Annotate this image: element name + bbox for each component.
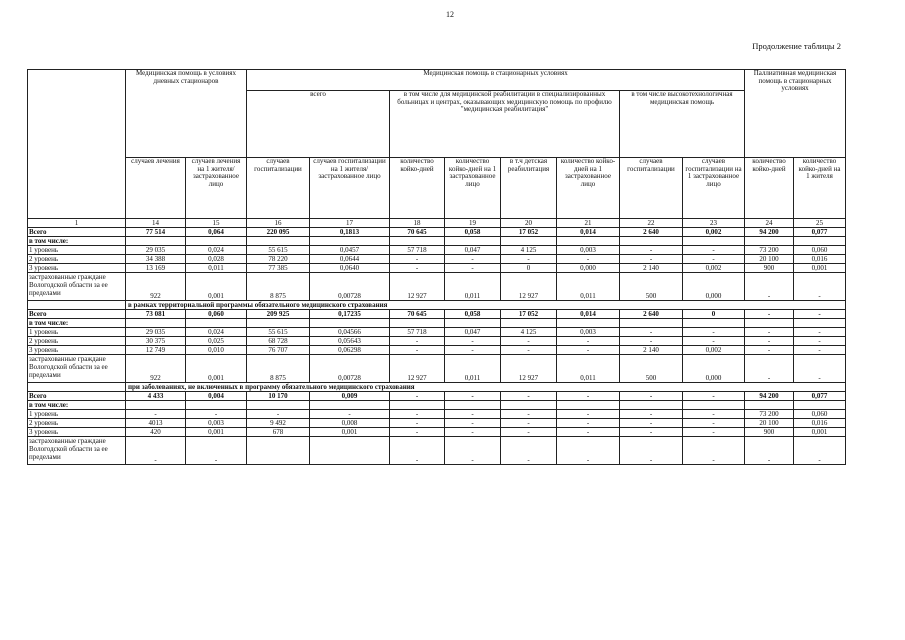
table-cell: - bbox=[745, 328, 794, 337]
table-cell bbox=[247, 437, 310, 465]
table-cell: - bbox=[683, 428, 745, 437]
table-cell: 0,05643 bbox=[310, 337, 390, 346]
table-cell: 29 035 bbox=[126, 246, 186, 255]
table-cell: 0,011 bbox=[557, 273, 620, 301]
table-cell: 900 bbox=[745, 264, 794, 273]
table-cell: - bbox=[501, 437, 557, 465]
table-cell bbox=[310, 437, 390, 465]
stationary-header: Медицинская помощь в стационарных условиях bbox=[247, 70, 745, 91]
table-cell: 0,0640 bbox=[310, 264, 390, 273]
table-cell: - bbox=[794, 346, 846, 355]
table-cell: 73 200 bbox=[745, 410, 794, 419]
table-cell: 8 875 bbox=[247, 355, 310, 383]
table-cell: 4 125 bbox=[501, 328, 557, 337]
table-cell: - bbox=[745, 337, 794, 346]
table-cell: - bbox=[445, 437, 501, 465]
table-cell: 0,058 bbox=[445, 310, 501, 319]
table-cell bbox=[794, 319, 846, 328]
table-cell: 4013 bbox=[126, 419, 186, 428]
table-cell bbox=[390, 237, 445, 246]
table-cell: - bbox=[126, 437, 186, 465]
table-cell: - bbox=[390, 437, 445, 465]
table-cell: 94 200 bbox=[745, 228, 794, 237]
table-cell: 77 385 bbox=[247, 264, 310, 273]
column-number: 17 bbox=[310, 219, 390, 228]
table-cell: 12 927 bbox=[501, 355, 557, 383]
table-cell: 0,003 bbox=[186, 419, 247, 428]
table-cell: 0,1813 bbox=[310, 228, 390, 237]
table-cell: 30 375 bbox=[126, 337, 186, 346]
table-cell: 0,011 bbox=[445, 355, 501, 383]
row-label: Всего bbox=[28, 228, 126, 237]
table-row bbox=[28, 392, 846, 401]
table-cell: - bbox=[683, 246, 745, 255]
table-cell bbox=[683, 401, 745, 410]
table-cell: - bbox=[390, 255, 445, 264]
table-cell: 78 220 bbox=[247, 255, 310, 264]
table-cell: 0,060 bbox=[794, 410, 846, 419]
table-cell: - bbox=[620, 246, 683, 255]
table-cell bbox=[445, 401, 501, 410]
table-cell: - bbox=[501, 410, 557, 419]
row-label: Всего bbox=[28, 392, 126, 401]
table-cell: 0,058 bbox=[445, 228, 501, 237]
column-number: 21 bbox=[557, 219, 620, 228]
table-cell: 12 927 bbox=[390, 273, 445, 301]
table-cell: 9 492 bbox=[247, 419, 310, 428]
table-cell: 17 052 bbox=[501, 310, 557, 319]
column-header: случаев лечения на 1 жителя/ застрахованное лицо bbox=[186, 158, 247, 219]
table-cell: 20 100 bbox=[745, 419, 794, 428]
table-cell: 0,024 bbox=[186, 246, 247, 255]
table-cell bbox=[310, 319, 390, 328]
table-cell: - bbox=[390, 428, 445, 437]
section-spacer bbox=[28, 301, 126, 310]
table-cell: - bbox=[745, 273, 794, 301]
table-cell: 0,060 bbox=[186, 310, 247, 319]
table-cell: - bbox=[126, 410, 186, 419]
table-cell: 57 718 bbox=[390, 328, 445, 337]
table-cell: 0,001 bbox=[310, 428, 390, 437]
column-header: случаев госпитализации на 1 жителя/ застрахованное лицо bbox=[310, 158, 390, 219]
column-header: в т.ч детская реабилитация bbox=[501, 158, 557, 219]
table-cell: - bbox=[445, 255, 501, 264]
table-cell: 0,047 bbox=[445, 246, 501, 255]
table-row bbox=[28, 401, 846, 410]
table-cell: 2 140 bbox=[620, 264, 683, 273]
table-cell bbox=[247, 319, 310, 328]
table-cell bbox=[445, 237, 501, 246]
table-cell bbox=[186, 401, 247, 410]
table-row bbox=[28, 310, 846, 319]
table-cell: - bbox=[390, 419, 445, 428]
table-cell bbox=[745, 401, 794, 410]
table-cell: - bbox=[557, 392, 620, 401]
section-header-row bbox=[28, 383, 846, 392]
column-number: 1 bbox=[28, 219, 126, 228]
table-row bbox=[28, 246, 846, 255]
table-cell: 0,002 bbox=[683, 346, 745, 355]
table-cell: 0,028 bbox=[186, 255, 247, 264]
table-cell: - bbox=[390, 337, 445, 346]
table-cell: 0,00728 bbox=[310, 355, 390, 383]
column-number: 24 bbox=[745, 219, 794, 228]
table-cell: 0,008 bbox=[310, 419, 390, 428]
table-cell: 12 927 bbox=[390, 355, 445, 383]
table-cell bbox=[557, 401, 620, 410]
table-cell bbox=[745, 319, 794, 328]
column-number: 18 bbox=[390, 219, 445, 228]
table-cell: - bbox=[445, 264, 501, 273]
table-cell bbox=[620, 401, 683, 410]
table-row bbox=[28, 255, 846, 264]
table-row bbox=[28, 410, 846, 419]
table-cell: 0,064 bbox=[186, 228, 247, 237]
table-cell: - bbox=[247, 410, 310, 419]
table-cell: 0,004 bbox=[186, 392, 247, 401]
table-continuation-label: Продолжение таблицы 2 bbox=[752, 41, 841, 51]
table-cell: - bbox=[745, 310, 794, 319]
table-cell: 0,001 bbox=[794, 428, 846, 437]
table-cell: 8 875 bbox=[247, 273, 310, 301]
table-cell: 0,003 bbox=[557, 246, 620, 255]
table-cell: 0,001 bbox=[186, 428, 247, 437]
table-cell: 0,002 bbox=[683, 228, 745, 237]
table-cell: 0,001 bbox=[186, 355, 247, 383]
table-cell: 0,014 bbox=[557, 228, 620, 237]
table-cell: - bbox=[683, 392, 745, 401]
table-cell bbox=[186, 319, 247, 328]
table-cell: 0,17235 bbox=[310, 310, 390, 319]
table-cell: - bbox=[683, 255, 745, 264]
table-cell bbox=[247, 237, 310, 246]
table-cell: 0,060 bbox=[794, 246, 846, 255]
table-cell bbox=[501, 401, 557, 410]
table-cell bbox=[126, 401, 186, 410]
section-title: при заболеваниях, не включенных в программу обязательного медицинского страхования bbox=[126, 383, 846, 392]
table-cell: - bbox=[557, 428, 620, 437]
table-cell: 900 bbox=[745, 428, 794, 437]
table-cell bbox=[390, 319, 445, 328]
table-cell bbox=[247, 401, 310, 410]
palliative-header: Паллиативная медицинская помощь в стационарных условиях bbox=[745, 70, 846, 158]
table-cell: - bbox=[683, 328, 745, 337]
table-cell: 420 bbox=[126, 428, 186, 437]
table-cell: 0,077 bbox=[794, 228, 846, 237]
column-number: 20 bbox=[501, 219, 557, 228]
table-cell: - bbox=[620, 328, 683, 337]
table-cell: - bbox=[310, 410, 390, 419]
column-number: 25 bbox=[794, 219, 846, 228]
table-cell: 0,024 bbox=[186, 328, 247, 337]
page-number: 12 bbox=[446, 10, 454, 19]
row-label: 1 уровень bbox=[28, 410, 126, 419]
table-cell: 500 bbox=[620, 355, 683, 383]
table-cell bbox=[794, 237, 846, 246]
column-number: 14 bbox=[126, 219, 186, 228]
table-cell bbox=[794, 401, 846, 410]
table-cell: - bbox=[745, 346, 794, 355]
table-row bbox=[28, 355, 846, 383]
table-row bbox=[28, 337, 846, 346]
table-cell: 12 927 bbox=[501, 273, 557, 301]
table-cell: - bbox=[445, 346, 501, 355]
table-cell: - bbox=[390, 346, 445, 355]
table-cell bbox=[620, 319, 683, 328]
row-label: застрахованные граждане Вологодской области за ее пределами bbox=[28, 437, 126, 465]
table-cell: 73 081 bbox=[126, 310, 186, 319]
column-header: случаев госпитализации на 1 застрахованное лицо bbox=[683, 158, 745, 219]
table-cell: - bbox=[620, 337, 683, 346]
table-cell: 0,000 bbox=[683, 273, 745, 301]
table-cell: 209 925 bbox=[247, 310, 310, 319]
table-row bbox=[28, 419, 846, 428]
row-label: 3 уровень bbox=[28, 346, 126, 355]
table-cell: 77 514 bbox=[126, 228, 186, 237]
table-cell: 57 718 bbox=[390, 246, 445, 255]
section-title: в рамках территориальной программы обязательного медицинского страхования bbox=[126, 301, 846, 310]
day-stationary-header: Медицинская помощь в условиях дневных стационаров bbox=[126, 70, 247, 158]
table-cell: 70 645 bbox=[390, 228, 445, 237]
table-cell bbox=[745, 237, 794, 246]
section-spacer bbox=[28, 383, 126, 392]
table-cell: 0,003 bbox=[557, 328, 620, 337]
table-cell: 29 035 bbox=[126, 328, 186, 337]
column-number: 19 bbox=[445, 219, 501, 228]
table-cell: 0,002 bbox=[683, 264, 745, 273]
column-header: количество койко-дней на 1 застрахованное лицо bbox=[557, 158, 620, 219]
table-cell: - bbox=[501, 337, 557, 346]
table-cell: - bbox=[620, 410, 683, 419]
table-cell: 0,0644 bbox=[310, 255, 390, 264]
table-cell: 0,06298 bbox=[310, 346, 390, 355]
table-cell: 0,011 bbox=[557, 355, 620, 383]
table-row bbox=[28, 228, 846, 237]
table-cell: - bbox=[794, 310, 846, 319]
table-cell: - bbox=[186, 410, 247, 419]
table-cell: - bbox=[557, 346, 620, 355]
table-cell: 0,014 bbox=[557, 310, 620, 319]
table-cell: 0,001 bbox=[186, 273, 247, 301]
table-cell: - bbox=[557, 337, 620, 346]
table-cell: - bbox=[390, 410, 445, 419]
row-label: застрахованные граждане Вологодской области за ее пределами bbox=[28, 273, 126, 301]
table-cell: 76 707 bbox=[247, 346, 310, 355]
table-cell: 0,016 bbox=[794, 419, 846, 428]
table-cell: 17 052 bbox=[501, 228, 557, 237]
table-row bbox=[28, 264, 846, 273]
table-cell bbox=[310, 237, 390, 246]
table-cell: 0,001 bbox=[794, 264, 846, 273]
table-cell: 500 bbox=[620, 273, 683, 301]
table-cell: 73 200 bbox=[745, 246, 794, 255]
table-cell bbox=[683, 237, 745, 246]
table-cell: 4 125 bbox=[501, 246, 557, 255]
table-cell: - bbox=[683, 419, 745, 428]
table-cell: - bbox=[557, 419, 620, 428]
column-header: количество койко-дней на 1 жителя bbox=[794, 158, 846, 219]
section-header-row bbox=[28, 301, 846, 310]
table-cell: - bbox=[501, 428, 557, 437]
table-cell: - bbox=[794, 337, 846, 346]
hightech-header: в том числе высокотехнологичная медицинская помощь bbox=[620, 91, 745, 158]
table-row bbox=[28, 346, 846, 355]
table-cell: - bbox=[620, 392, 683, 401]
table-cell: 68 728 bbox=[247, 337, 310, 346]
column-number: 16 bbox=[247, 219, 310, 228]
row-label: Всего bbox=[28, 310, 126, 319]
table-cell: 0 bbox=[683, 310, 745, 319]
table-cell: - bbox=[501, 255, 557, 264]
table-cell: 2 640 bbox=[620, 310, 683, 319]
table-cell bbox=[310, 401, 390, 410]
table-cell: 0,00728 bbox=[310, 273, 390, 301]
table-cell: 0,016 bbox=[794, 255, 846, 264]
table-cell: 0,000 bbox=[557, 264, 620, 273]
row-label: в том числе: bbox=[28, 401, 126, 410]
table-cell bbox=[126, 319, 186, 328]
table-row bbox=[28, 319, 846, 328]
table-cell: 0,011 bbox=[186, 264, 247, 273]
label-column-header bbox=[28, 70, 126, 219]
table-cell: - bbox=[745, 355, 794, 383]
table-cell bbox=[501, 319, 557, 328]
table-cell: - bbox=[557, 410, 620, 419]
column-number: 22 bbox=[620, 219, 683, 228]
table-cell: - bbox=[794, 273, 846, 301]
column-header: случаев госпитализации bbox=[620, 158, 683, 219]
table-cell: 13 169 bbox=[126, 264, 186, 273]
row-label: 2 уровень bbox=[28, 255, 126, 264]
table-cell: 0,047 bbox=[445, 328, 501, 337]
table-cell: - bbox=[794, 437, 846, 465]
table-cell: 0,000 bbox=[683, 355, 745, 383]
table-cell: 12 749 bbox=[126, 346, 186, 355]
data-table bbox=[27, 69, 846, 465]
row-label: 1 уровень bbox=[28, 246, 126, 255]
table-row bbox=[28, 273, 846, 301]
table-cell bbox=[557, 319, 620, 328]
table-row bbox=[28, 437, 846, 465]
table-cell: 20 100 bbox=[745, 255, 794, 264]
table-cell: 70 645 bbox=[390, 310, 445, 319]
column-header: случаев госпитализации bbox=[247, 158, 310, 219]
table-cell: 0,011 bbox=[445, 273, 501, 301]
table-cell: 4 433 bbox=[126, 392, 186, 401]
column-header: количество койко-дней bbox=[390, 158, 445, 219]
table-cell: - bbox=[445, 419, 501, 428]
row-label: 2 уровень bbox=[28, 419, 126, 428]
table-cell: - bbox=[557, 437, 620, 465]
table-cell: - bbox=[745, 437, 794, 465]
table-cell: - bbox=[390, 392, 445, 401]
table-cell: - bbox=[186, 437, 247, 465]
table-cell: 0 bbox=[501, 264, 557, 273]
row-label: 1 уровень bbox=[28, 328, 126, 337]
table-cell bbox=[501, 237, 557, 246]
table-cell bbox=[126, 237, 186, 246]
table-cell: - bbox=[794, 355, 846, 383]
table-cell: 0,0457 bbox=[310, 246, 390, 255]
row-label: 3 уровень bbox=[28, 428, 126, 437]
table-cell: - bbox=[501, 346, 557, 355]
table-cell: 922 bbox=[126, 273, 186, 301]
table-row bbox=[28, 428, 846, 437]
column-header: количество койко-дней bbox=[745, 158, 794, 219]
table-cell: 2 640 bbox=[620, 228, 683, 237]
row-label: в том числе: bbox=[28, 319, 126, 328]
row-label: 2 уровень bbox=[28, 337, 126, 346]
table-cell: 10 170 bbox=[247, 392, 310, 401]
table-cell: - bbox=[683, 337, 745, 346]
column-number: 23 bbox=[683, 219, 745, 228]
table-cell bbox=[445, 319, 501, 328]
table-cell bbox=[683, 319, 745, 328]
table-cell: 55 615 bbox=[247, 328, 310, 337]
table-cell: 94 200 bbox=[745, 392, 794, 401]
table-cell: 0,077 bbox=[794, 392, 846, 401]
table-cell: - bbox=[390, 264, 445, 273]
table-cell: 0,009 bbox=[310, 392, 390, 401]
table-cell: - bbox=[445, 428, 501, 437]
table-cell: - bbox=[683, 437, 745, 465]
column-header: случаев лечения bbox=[126, 158, 186, 219]
rehab-header: в том числе для медицинской реабилитации в специализированных больницах и центрах, оказывающих медицинскую помощь по профилю "медицинская реабилитация" bbox=[390, 91, 620, 158]
row-label: 3 уровень bbox=[28, 264, 126, 273]
column-number: 15 bbox=[186, 219, 247, 228]
table-cell: - bbox=[557, 255, 620, 264]
table-cell: 34 388 bbox=[126, 255, 186, 264]
row-label: застрахованные граждане Вологодской области за ее пределами bbox=[28, 355, 126, 383]
table-cell: 2 140 bbox=[620, 346, 683, 355]
table-cell: - bbox=[620, 428, 683, 437]
column-header: количество койко-дней на 1 застрахованное лицо bbox=[445, 158, 501, 219]
table-cell: - bbox=[683, 410, 745, 419]
table-cell: 922 bbox=[126, 355, 186, 383]
table-cell: 678 bbox=[247, 428, 310, 437]
table-row bbox=[28, 328, 846, 337]
table-cell: 0,010 bbox=[186, 346, 247, 355]
table-cell: - bbox=[620, 419, 683, 428]
table-cell: - bbox=[445, 392, 501, 401]
table-cell bbox=[186, 237, 247, 246]
stationary-total-header: всего bbox=[247, 91, 390, 158]
table-cell: - bbox=[445, 337, 501, 346]
table-cell: - bbox=[620, 255, 683, 264]
table-row bbox=[28, 237, 846, 246]
table-cell: - bbox=[501, 392, 557, 401]
table-cell: 220 095 bbox=[247, 228, 310, 237]
table-cell bbox=[620, 237, 683, 246]
table-cell: - bbox=[501, 419, 557, 428]
table-cell: 55 615 bbox=[247, 246, 310, 255]
row-label: в том числе: bbox=[28, 237, 126, 246]
table-cell: 0,04566 bbox=[310, 328, 390, 337]
table-cell: - bbox=[620, 437, 683, 465]
table-cell bbox=[557, 237, 620, 246]
table-cell: - bbox=[794, 328, 846, 337]
table-cell: - bbox=[445, 410, 501, 419]
table-cell bbox=[390, 401, 445, 410]
table-cell: 0,025 bbox=[186, 337, 247, 346]
